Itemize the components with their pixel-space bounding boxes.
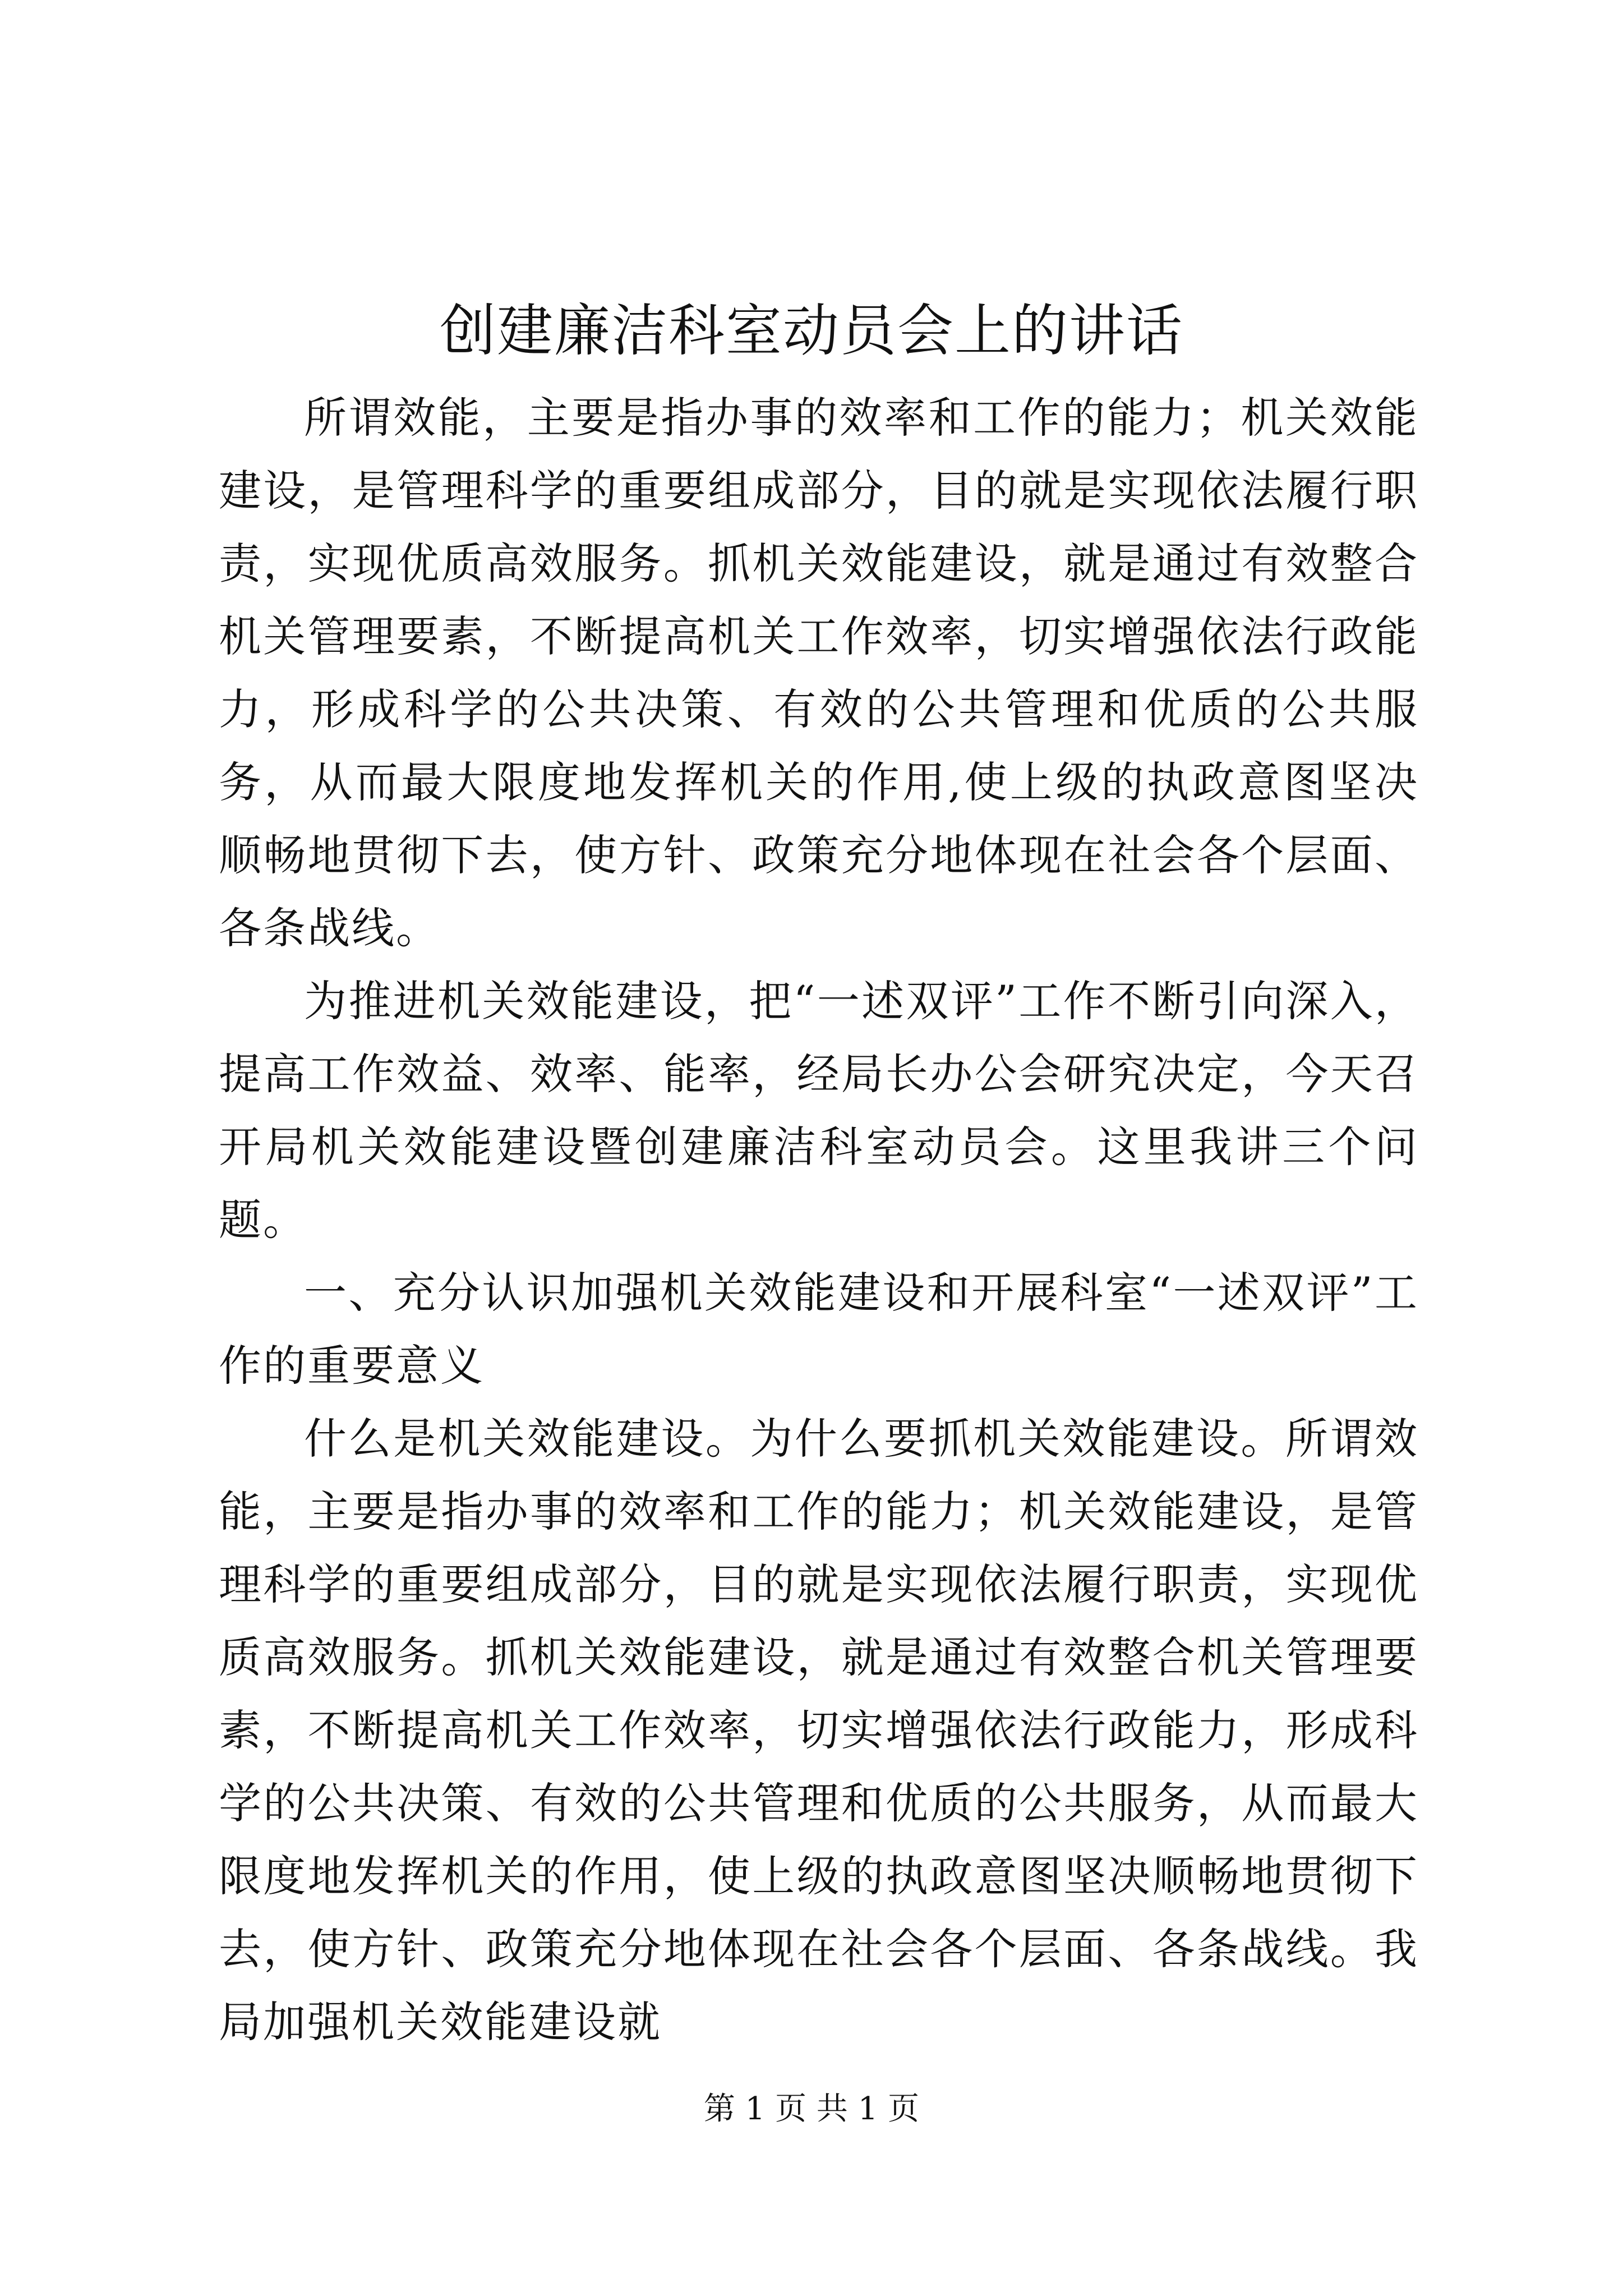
paragraph-2: 为推进机关效能建设，把“一述双评”工作不断引向深入，提高工作效益、效率、能率，经局长办公会研究决定，今天召开局机关效能建设暨创建廉洁科室动员会。这里我讲三个问题。	[219, 976, 1419, 1245]
document-title: 创建廉洁科室动员会上的讲话	[440, 298, 1183, 364]
page-footer: 第 1 页 共 1 页	[703, 2091, 920, 2127]
paragraph-3: 什么是机关效能建设。为什么要抓机关效能建设。所谓效能，主要是指办事的效率和工作的能力；机关效能建设，是管理科学的重要组成部分，目的就是实现依法履行职责，实现优质高效服务。抓机关效能建设，就是通过有效整合机关管理要素，不断提高机关工作效率，切实增强依法行政能力，形成科学的公共决策、有效的公共管理和优质的公共服务，从而最大限度地发挥机关的作用，使上级的执政意图坚决顺畅地贯彻下去，使方针、政策充分地体现在社会各个层面、各条战线。我局加强机关效能建设就	[219, 1414, 1419, 2047]
section-heading-1: 一、充分认识加强机关效能建设和开展科室“一述双评”工作的重要意义	[219, 1268, 1419, 1391]
document-body	[219, 381, 1419, 2059]
paragraph-1: 所谓效能，主要是指办事的效率和工作的能力；机关效能建设，是管理科学的重要组成部分，目的就是实现依法履行职责，实现优质高效服务。抓机关效能建设，就是通过有效整合机关管理要素，不断提高机关工作效率，切实增强依法行政能力，形成科学的公共决策、有效的公共管理和优质的公共服务，从而最大限度地发挥机关的作用,使上级的执政意图坚决顺畅地贯彻下去，使方针、政策充分地体现在社会各个层面、各条战线。	[219, 393, 1419, 953]
